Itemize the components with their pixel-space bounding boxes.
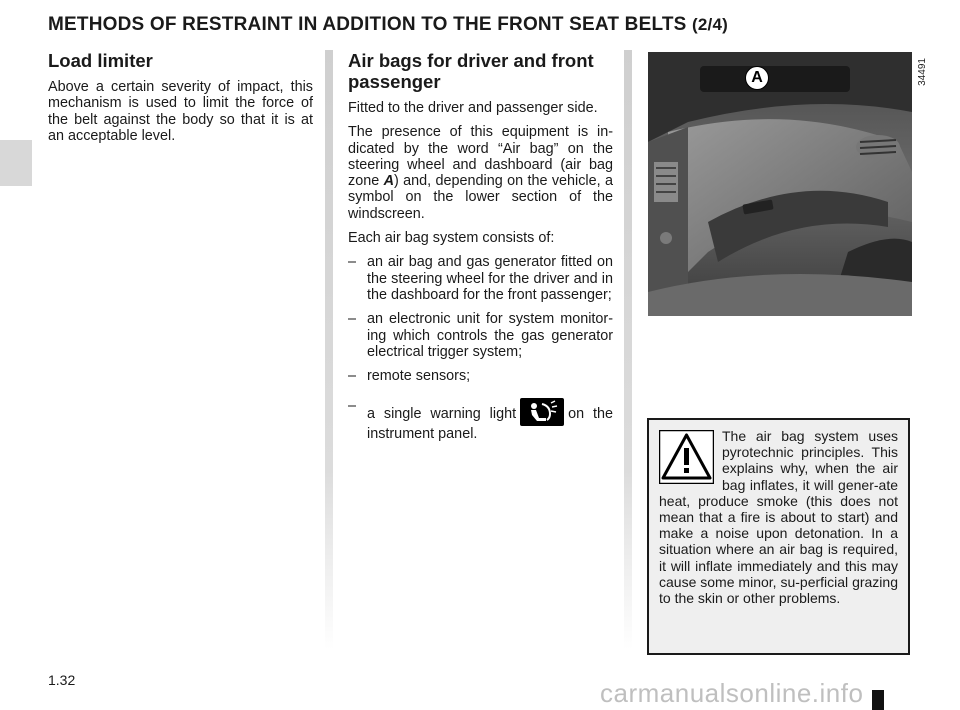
list-item-text: on the instrument panel.	[367, 406, 613, 443]
presence-text-part2: ) and, depending on the vehicle, a symbol on the lower section of the windscreen.	[348, 173, 613, 222]
list-item-text: remote sensors;	[367, 368, 471, 385]
list-dash: –	[348, 398, 357, 415]
page-number: 1.32	[48, 672, 76, 688]
zone-a-ref: A	[383, 173, 394, 190]
list-item	[348, 368, 613, 384]
air-bag-components-list	[348, 254, 613, 442]
airbag-warning-light-icon	[520, 398, 564, 426]
page-title	[48, 14, 728, 36]
list-item-text: an electronic unit for system monitor-ing which controls the gas generator electrical trigger system;	[367, 311, 613, 360]
air-bags-fitted-text: Fitted to the driver and passenger side.	[348, 100, 598, 116]
list-item	[348, 254, 613, 303]
watermark: carmanualsonline.info	[600, 678, 864, 708]
image-reference-code: 34491	[917, 58, 928, 86]
presence-text-part1: The presence of this equipment is in-dicated by the word “Air bag” on the steering wheel and dashboard (air bag zone	[348, 124, 613, 190]
title-page-part: (2/4)	[692, 15, 728, 34]
column-divider-1	[325, 50, 333, 650]
title-text: METHODS OF RESTRAINT IN ADDITION TO THE FRONT SEAT BELTS	[48, 14, 687, 35]
air-bags-heading: Air bags for driver and front passenger	[348, 50, 594, 92]
dashboard-photo	[648, 52, 912, 316]
corner-mark	[872, 690, 884, 710]
warning-text: The air bag system uses pyrotechnic principles. This explains why, when the air bag inflates, it will gener-ate heat, produce smoke (this does not mean that a fire is about to start) and make a noise upon detonation. In a situation where an air bag is required, it will inflate immediately and this may cause some minor, su-perficial grazing to the skin or other problems.	[659, 428, 898, 607]
list-dash: –	[348, 254, 357, 271]
zone-a-label: A	[751, 69, 763, 86]
chapter-tab	[0, 140, 32, 186]
load-limiter-text: Above a certain severity of impact, this mechanism is used to limit the force of the belt against the body so that it is at an acceptable level.	[48, 79, 313, 144]
load-limiter-heading: Load limiter	[48, 50, 153, 71]
warning-box	[647, 418, 910, 655]
column-load-limiter	[48, 50, 313, 152]
air-bags-consists-text: Each air bag system consists of:	[348, 230, 555, 247]
column-divider-2	[624, 50, 632, 650]
list-item-text: an air bag and gas generator fitted on the steering wheel for the driver and in the dashboard for the front passenger;	[367, 254, 613, 303]
list-item	[348, 311, 613, 360]
column-air-bags	[348, 50, 613, 451]
list-item	[348, 398, 613, 442]
list-dash: –	[348, 311, 357, 328]
air-bags-presence-text	[348, 124, 613, 222]
list-dash: –	[348, 368, 357, 385]
warning-triangle-icon	[659, 430, 714, 484]
zone-a-marker	[745, 66, 769, 90]
list-item-text: a single warning light	[367, 406, 517, 423]
